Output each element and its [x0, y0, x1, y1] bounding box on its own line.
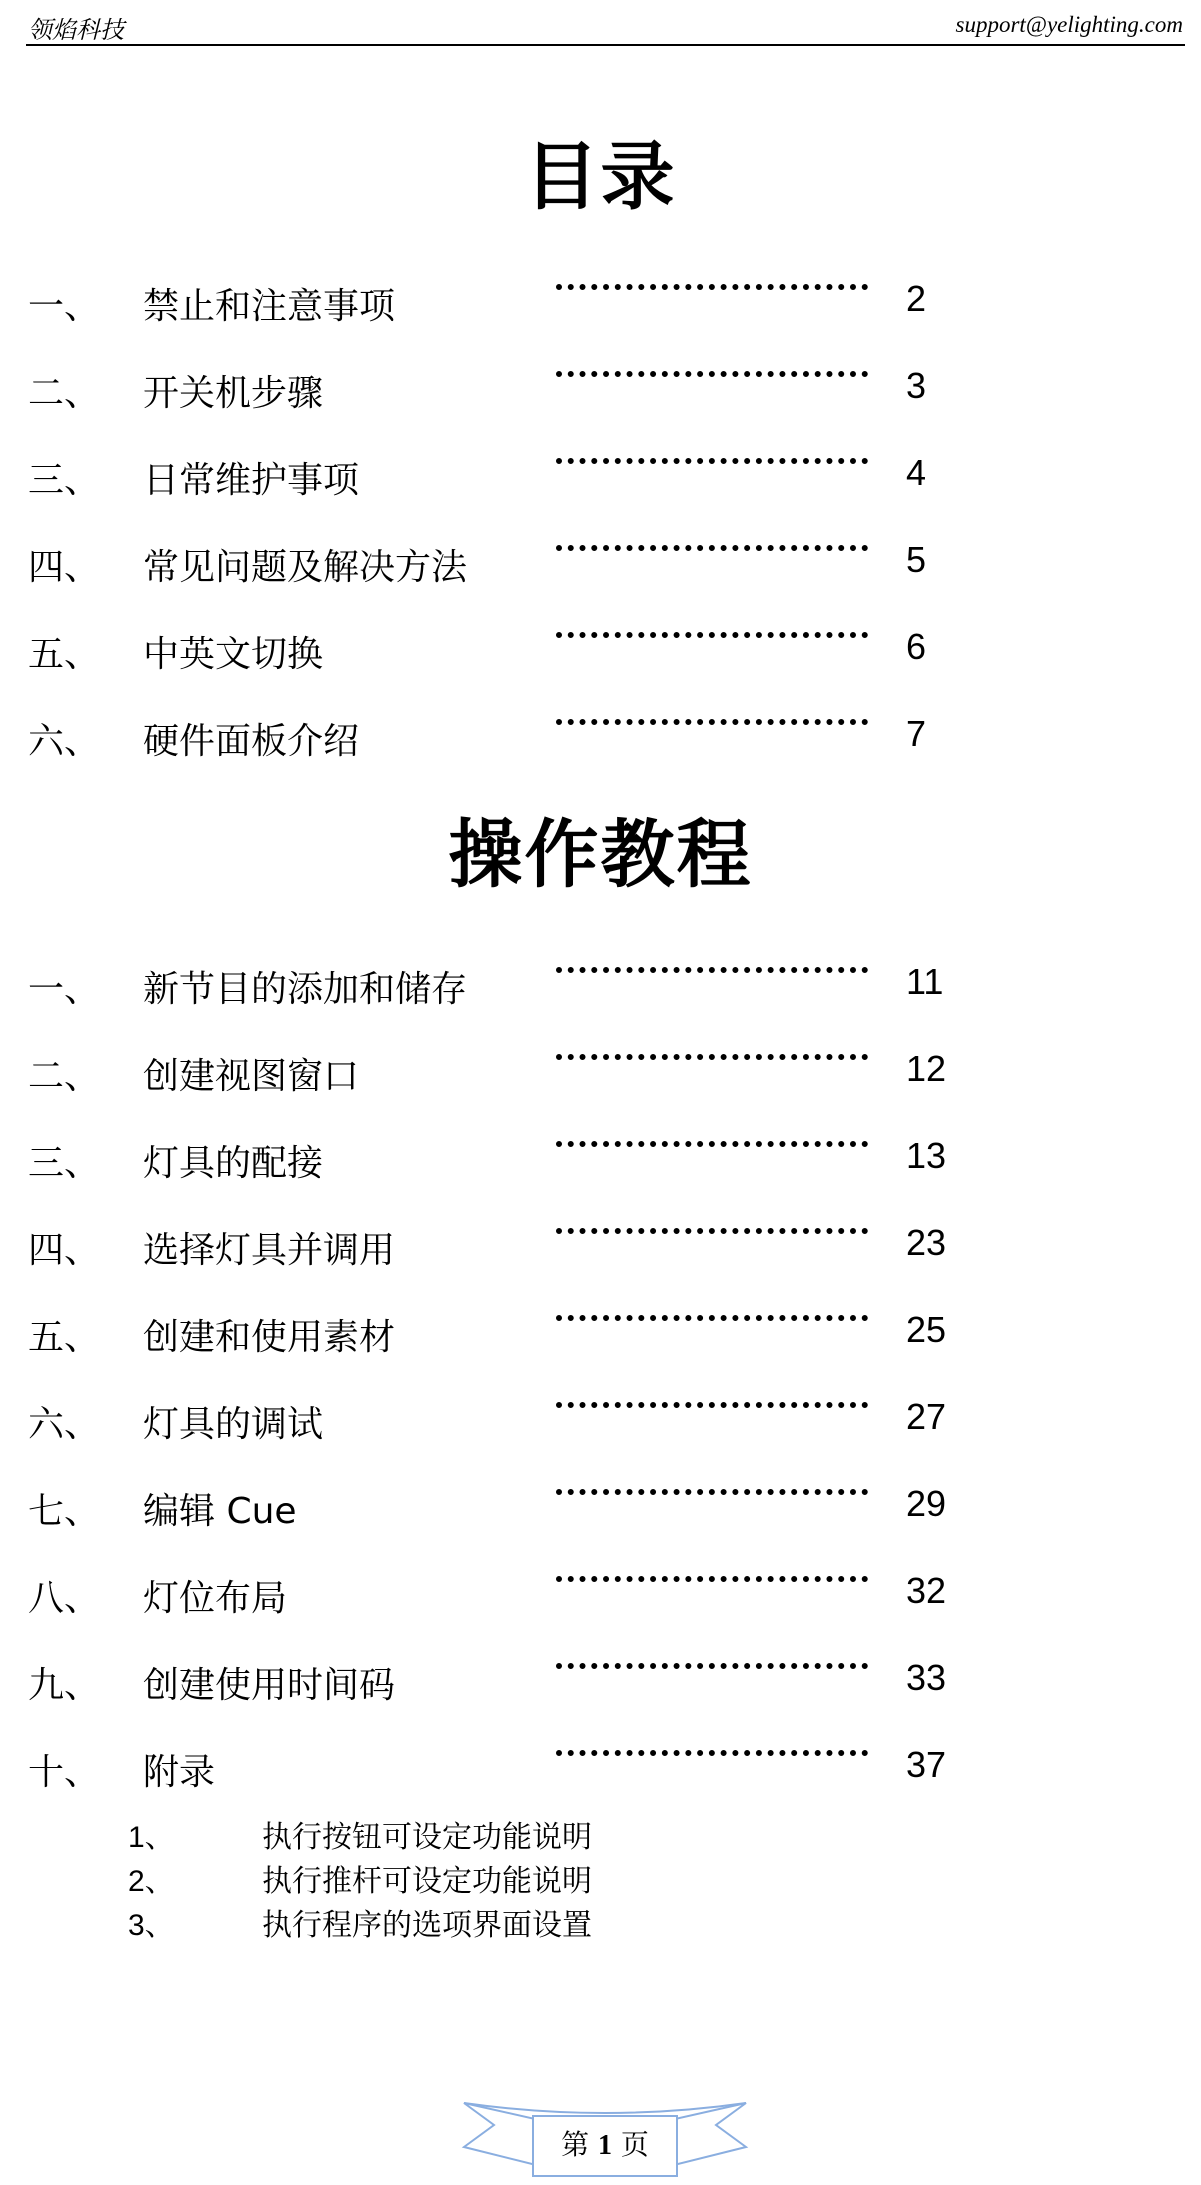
- toc-entry[interactable]: [0, 452, 1201, 502]
- toc-entry-number: 四、: [28, 547, 101, 588]
- toc-entry[interactable]: [0, 1135, 1201, 1185]
- toc-title: 目录: [524, 134, 677, 220]
- toc-leader-dots: [556, 961, 868, 973]
- toc-leader-dots: [556, 539, 868, 551]
- toc-leader-dots: [556, 1657, 868, 1669]
- toc-entry-number: 三、: [28, 460, 101, 501]
- toc-leader-dots: [556, 452, 868, 464]
- toc-entry[interactable]: [0, 1396, 1201, 1446]
- toc-entry-page: 6: [906, 626, 927, 667]
- toc-subentry[interactable]: [0, 1856, 1201, 1899]
- page-suffix: 页: [620, 2128, 649, 2161]
- toc-subentry-title: 执行推杆可设定功能说明: [262, 1864, 592, 1899]
- toc-leader-dots: [556, 1570, 868, 1582]
- page-prefix: 第: [561, 2128, 590, 2161]
- toc-leader-dots: [556, 1396, 868, 1408]
- toc-subentry-title: 执行按钮可设定功能说明: [262, 1820, 592, 1855]
- toc-entry-title: 灯具的配接: [143, 1143, 324, 1184]
- toc-leader-dots: [556, 713, 868, 725]
- toc-entry-number: 六、: [28, 1404, 101, 1445]
- toc-entry-title: 附录: [143, 1752, 216, 1793]
- toc-entry-page: 33: [906, 1657, 947, 1698]
- toc-entry-number: 七、: [28, 1491, 101, 1532]
- toc-entry[interactable]: [0, 1222, 1201, 1272]
- toc-leader-dots: [556, 626, 868, 638]
- toc-entry-number: 十、: [28, 1752, 101, 1793]
- toc-entry-title: 常见问题及解决方法: [143, 547, 468, 588]
- toc-leader-dots: [556, 1483, 868, 1495]
- toc-entry-page: 4: [906, 452, 927, 493]
- toc-entry-number: 五、: [28, 1317, 101, 1358]
- page-number: 1: [598, 2130, 612, 2161]
- toc-entry-title: 开关机步骤: [143, 373, 324, 414]
- toc-entry-title: 新节目的添加和储存: [143, 969, 468, 1010]
- toc-entry[interactable]: [0, 1483, 1201, 1533]
- toc-entry[interactable]: [0, 539, 1201, 589]
- toc-entry-page: 27: [906, 1396, 947, 1437]
- toc-leader-dots: [556, 1222, 868, 1234]
- header-rule: [26, 44, 1185, 46]
- toc-entry[interactable]: [0, 626, 1201, 676]
- toc-entry-number: 二、: [28, 1056, 101, 1097]
- toc-entry-page: 13: [906, 1135, 947, 1176]
- toc-entry-title: 日常维护事项: [143, 460, 360, 501]
- toc-entry-title: 编辑 Cue: [143, 1491, 297, 1532]
- toc-entry-title: 创建和使用素材: [143, 1317, 396, 1358]
- toc-entry-number: 六、: [28, 721, 101, 762]
- toc-entry-title: 创建视图窗口: [143, 1056, 360, 1097]
- toc-leader-dots: [556, 1048, 868, 1060]
- page-number-box: [532, 2115, 678, 2177]
- toc-entry-title: 禁止和注意事项: [143, 286, 396, 327]
- toc-subentry[interactable]: [0, 1900, 1201, 1943]
- toc-entry-title: 硬件面板介绍: [143, 721, 360, 762]
- toc-entry-title: 灯位布局: [143, 1578, 288, 1619]
- toc-entry-page: 2: [906, 278, 927, 319]
- toc-entry-number: 八、: [28, 1578, 101, 1619]
- toc-entry-title: 中英文切换: [143, 634, 324, 675]
- toc-entry-number: 二、: [28, 373, 101, 414]
- toc-entry[interactable]: [0, 713, 1201, 763]
- toc-entry-page: 11: [906, 961, 944, 1002]
- toc-entry[interactable]: [0, 365, 1201, 415]
- toc-entry-page: 5: [906, 539, 927, 580]
- toc-entry[interactable]: [0, 961, 1201, 1011]
- toc-entry-page: 23: [906, 1222, 947, 1263]
- toc-entry-page: 12: [906, 1048, 947, 1089]
- toc-leader-dots: [556, 1309, 868, 1321]
- toc-entry-number: 五、: [28, 634, 101, 675]
- tutorial-title: 操作教程: [448, 812, 753, 898]
- toc-entry[interactable]: [0, 1570, 1201, 1620]
- toc-entry-title: 创建使用时间码: [143, 1665, 396, 1706]
- header-company: 领焰科技: [28, 16, 124, 44]
- toc-entry-number: 一、: [28, 969, 101, 1010]
- toc-entry-page: 3: [906, 365, 927, 406]
- toc-entry[interactable]: [0, 1744, 1201, 1794]
- toc-entry-number: 一、: [28, 286, 101, 327]
- toc-entry-page: 37: [906, 1744, 947, 1785]
- toc-entry[interactable]: [0, 1309, 1201, 1359]
- toc-entry-title: 选择灯具并调用: [143, 1230, 396, 1271]
- toc-leader-dots: [556, 365, 868, 377]
- toc-entry[interactable]: [0, 1657, 1201, 1707]
- toc-entry-page: 32: [906, 1570, 947, 1611]
- toc-subentry-number: 2、: [128, 1865, 175, 1898]
- toc-leader-dots: [556, 1744, 868, 1756]
- toc-subentry-number: 1、: [128, 1821, 175, 1854]
- header-email: support@yelighting.com: [955, 12, 1183, 37]
- toc-entry-number: 九、: [28, 1665, 101, 1706]
- toc-leader-dots: [556, 278, 868, 290]
- toc-subentry[interactable]: [0, 1812, 1201, 1855]
- toc-subentry-number: 3、: [128, 1909, 175, 1942]
- toc-subentry-title: 执行程序的选项界面设置: [262, 1908, 592, 1943]
- toc-entry[interactable]: [0, 1048, 1201, 1098]
- toc-entry-page: 7: [906, 713, 927, 754]
- toc-entry-page: 29: [906, 1483, 947, 1524]
- toc-entry-title: 灯具的调试: [143, 1404, 324, 1445]
- toc-entry-page: 25: [906, 1309, 947, 1350]
- toc-leader-dots: [556, 1135, 868, 1147]
- toc-entry-number: 三、: [28, 1143, 101, 1184]
- toc-entry[interactable]: [0, 278, 1201, 328]
- toc-entry-number: 四、: [28, 1230, 101, 1271]
